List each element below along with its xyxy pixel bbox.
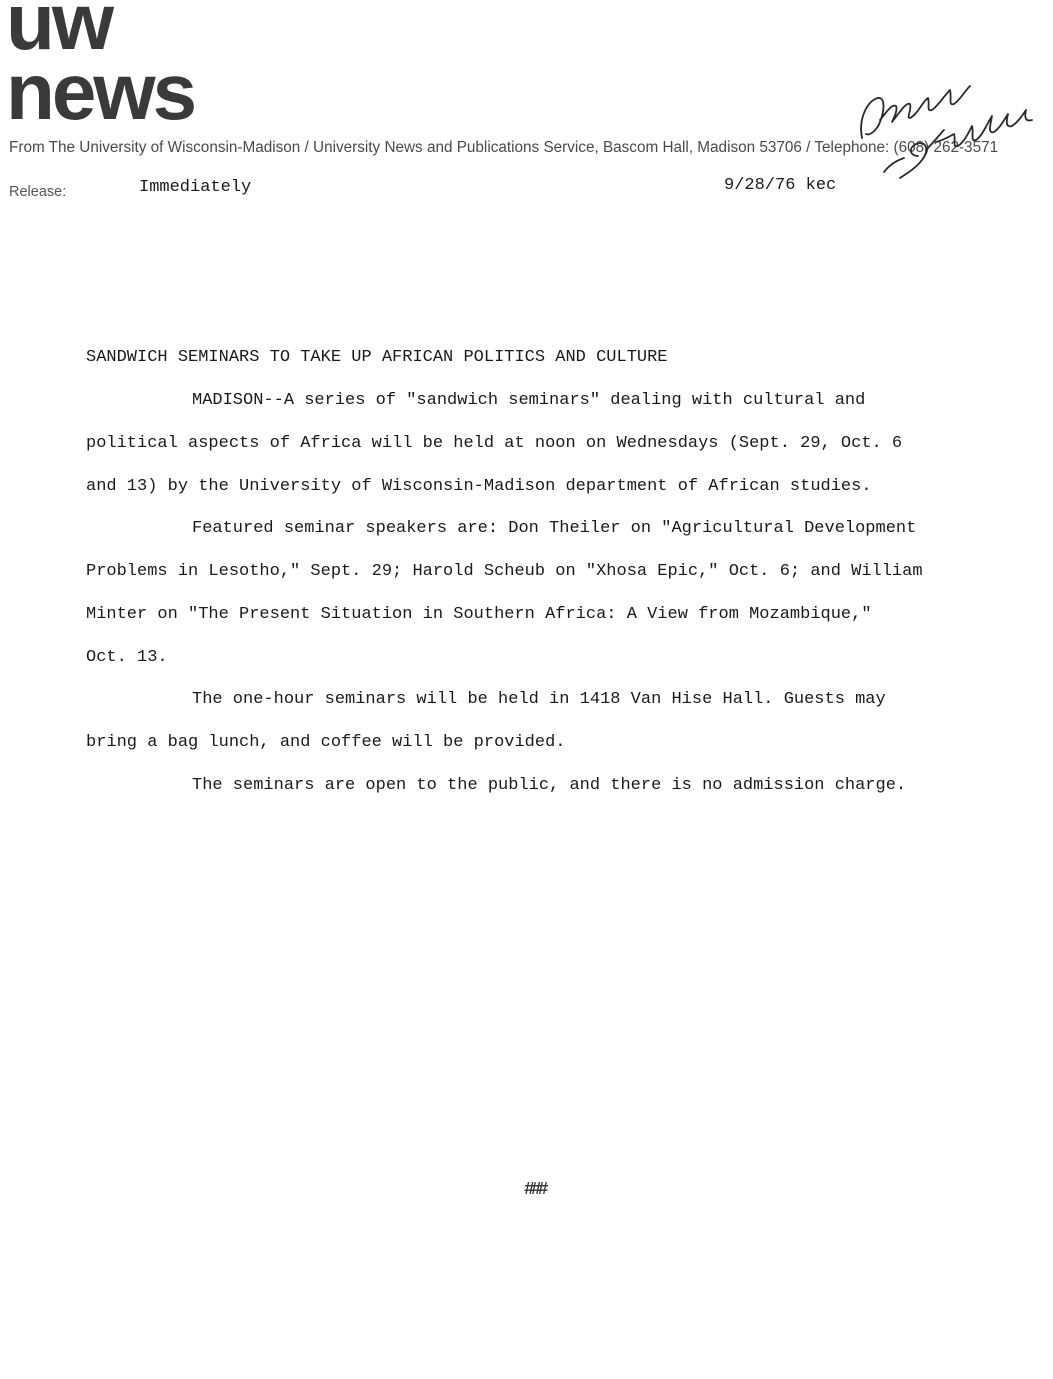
article-line: MADISON--A series of "sandwich seminars" dealing with cultural and [192,391,866,410]
letterhead-address: From The University of Wisconsin-Madison / University News and Publications Service, Bascom Hall, Madison 53706 / Telephone: (608) 262-3571 [9,139,999,156]
logo-news-text: news [6,47,195,136]
end-of-release-mark: ### [524,1180,545,1200]
uw-news-logo [6,0,306,135]
article-headline: SANDWICH SEMINARS TO TAKE UP AFRICAN POLITICS AND CULTURE [86,348,668,367]
article-line: The one-hour seminars will be held in 1418 Van Hise Hall. Guests may [192,690,886,709]
handwritten-annotation [840,60,1040,190]
article-line: Problems in Lesotho," Sept. 29; Harold Scheub on "Xhosa Epic," Oct. 6; and William [86,562,923,581]
article-line: Minter on "The Present Situation in Southern Africa: A View from Mozambique," [86,605,872,624]
logo-uw-text: uw [6,0,112,66]
article-line: Oct. 13. [86,648,168,667]
date-and-initials: 9/28/76 kec [724,176,837,195]
release-value: Immediately [139,178,252,197]
article-line: and 13) by the University of Wisconsin-Madison department of African studies. [86,477,872,496]
release-label: Release: [9,184,67,200]
article-line: Featured seminar speakers are: Don Theiler on "Agricultural Development [192,519,917,538]
article-line: The seminars are open to the public, and there is no admission charge. [192,776,907,795]
article-line: political aspects of Africa will be held at noon on Wednesdays (Sept. 29, Oct. 6 [86,434,903,453]
article-line: bring a bag lunch, and coffee will be provided. [86,733,566,752]
